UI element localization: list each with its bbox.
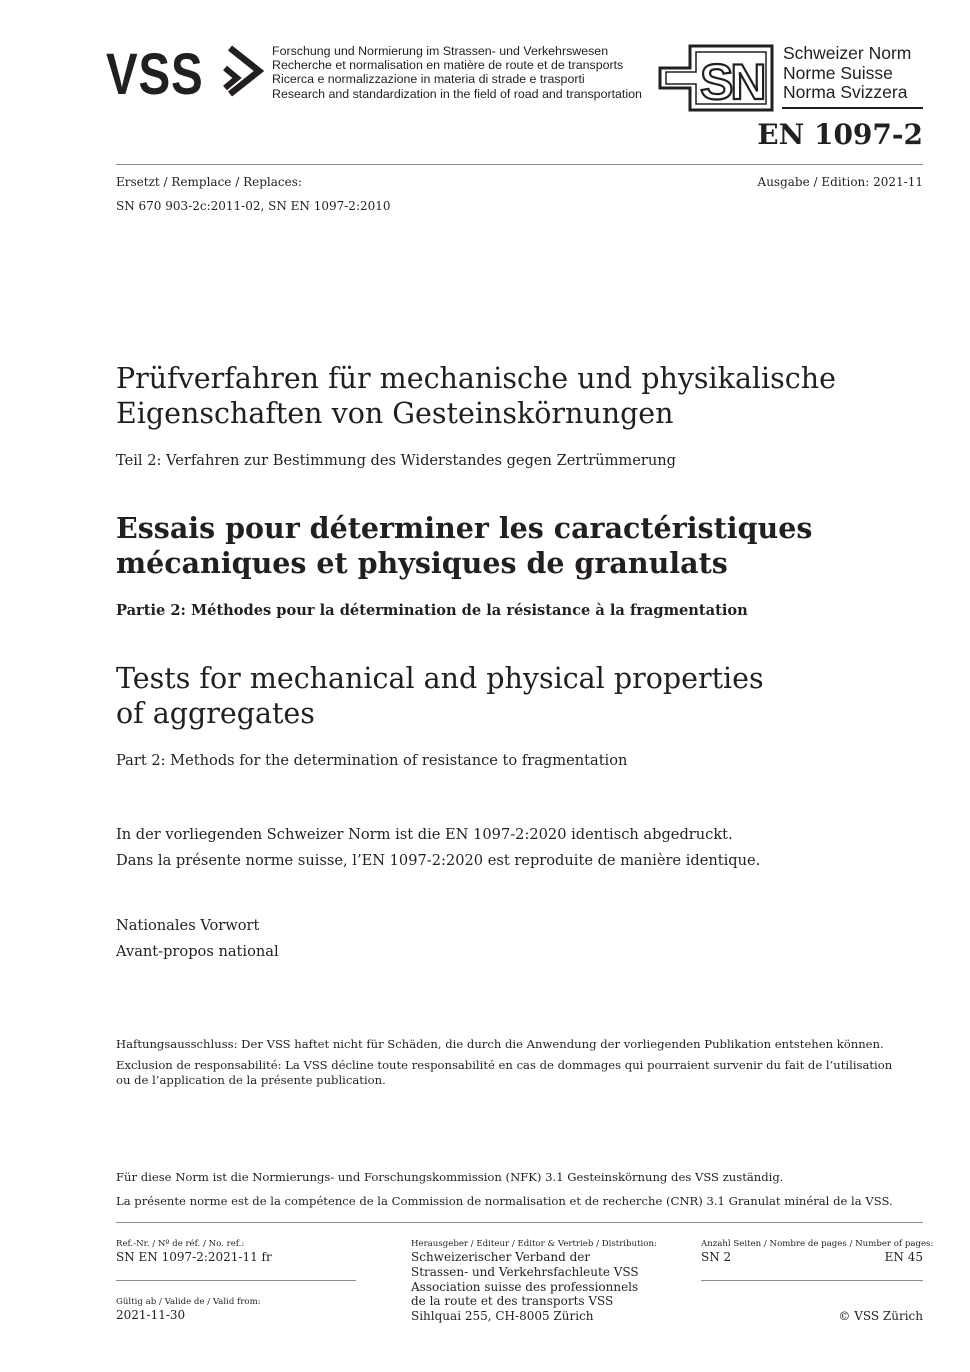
vss-tagline-it: Ricerca e normalizzazione in materia di strade e trasporti [272,72,585,87]
title-de-line1: Prüfverfahren für mechanische und physikalische [116,362,836,395]
pages-label: Anzahl Seiten / Nombre de pages / Number of pages: [701,1239,934,1249]
copyright: © VSS Zürich [838,1309,923,1323]
valid-value: 2021-11-30 [116,1308,186,1322]
edition-label: Ausgabe / Edition: 2021-11 [757,175,923,189]
sn-names [783,44,911,103]
title-en [116,662,876,731]
disclaimer-fr-line1: Exclusion de responsabilité: La VSS décline toute responsabilité en cas de dommages qui pourraient survenir du fait de l’utilisation [116,1058,893,1072]
title-fr-line2: mécaniques et physiques de granulats [116,545,728,580]
publisher-label: Herausgeber / Editeur / Editor & Vertrieb / Distribution: [411,1239,657,1249]
vss-logo [106,40,266,100]
pages-divider [701,1280,923,1281]
publisher-line: Schweizerischer Verband der [411,1250,591,1264]
national-foreword-de: Nationales Vorwort [116,917,260,934]
disclaimer-de: Haftungsausschluss: Der VSS haftet nicht für Schäden, die durch die Anwendung der vorliegenden Publikation entstehen können. [116,1037,884,1051]
header-divider [116,164,923,165]
valid-label: Gültig ab / Valide de / Valid from: [116,1297,261,1307]
sn-name-de: Schweizer Norm [783,43,912,63]
competence-fr: La présente norme est de la compétence de la Commission de normalisation et de recherche (CNR) 3.1 Granulat minéral de la VSS. [116,1194,893,1208]
swiss-cross-sn-icon [656,44,782,112]
ref-label: Ref.-Nr. / Nº de réf. / No. ref.: [116,1239,245,1249]
publisher-line: de la route et des transports VSS [411,1294,614,1309]
subtitle-en: Part 2: Methods for the determination of resistance to fragmentation [116,752,628,769]
competence-de: Für diese Norm ist die Normierungs- und Forschungskommission (NFK) 3.1 Gesteinskörnung des VSS zuständig. [116,1170,784,1184]
title-en-line1: Tests for mechanical and physical properties [116,662,764,695]
vss-tagline [272,44,642,101]
identical-statement-de: In der vorliegenden Schweizer Norm ist die EN 1097-2:2020 identisch abgedruckt. [116,826,733,843]
ref-value: SN EN 1097-2:2021-11 fr [116,1250,272,1264]
sn-logo-letters: SN [700,54,764,110]
sn-underline [782,107,923,109]
title-fr-line1: Essais pour déterminer les caractéristiques [116,511,813,545]
vss-logo-wordmark: VSS [106,42,204,100]
national-foreword-fr: Avant-propos national [116,943,279,960]
publisher-line: Strassen- und Verkehrsfachleute VSS [411,1264,639,1279]
publisher-line: Association suisse des professionnels [411,1279,639,1294]
pages-en: EN 45 [884,1250,923,1264]
publisher-address [411,1250,639,1324]
publisher-line: Sihlquai 255, CH-8005 Zürich [411,1309,594,1324]
disclaimer-fr-line2: ou de l’application de la présente publication. [116,1073,386,1087]
ref-divider [116,1280,356,1281]
title-de-line2: Eigenschaften von Gesteinskörnungen [116,396,674,430]
title-fr [116,511,876,580]
replaces-label: Ersetzt / Remplace / Replaces: [116,175,302,189]
identical-statement-fr: Dans la présente norme suisse, l’EN 1097-2:2020 est reproduite de manière identique. [116,852,761,869]
vss-tagline-en: Research and standardization in the field of road and transportation [272,86,642,101]
vss-tagline-de: Forschung und Normierung im Strassen- und Verkehrswesen [272,44,609,58]
subtitle-de: Teil 2: Verfahren zur Bestimmung des Widerstandes gegen Zertrümmerung [116,452,677,469]
vss-chevron-icon [230,48,259,94]
pages-sn: SN 2 [701,1250,732,1264]
footer-divider [116,1222,923,1223]
sn-logo [656,44,782,112]
vss-logo-mark [106,40,266,100]
title-de [116,362,876,431]
replaces-value: SN 670 903-2c:2011-02, SN EN 1097-2:2010 [116,199,391,213]
vss-tagline-fr: Recherche et normalisation en matière de route et de transports [272,58,624,73]
title-en-line2: of aggregates [116,696,315,730]
subtitle-fr: Partie 2: Méthodes pour la détermination de la résistance à la fragmentation [116,602,748,619]
sn-name-it: Norma Svizzera [783,82,908,102]
vss-small-chevron-icon [225,68,237,88]
sn-name-fr: Norme Suisse [783,62,893,83]
document-number: EN 1097-2 [757,118,923,151]
